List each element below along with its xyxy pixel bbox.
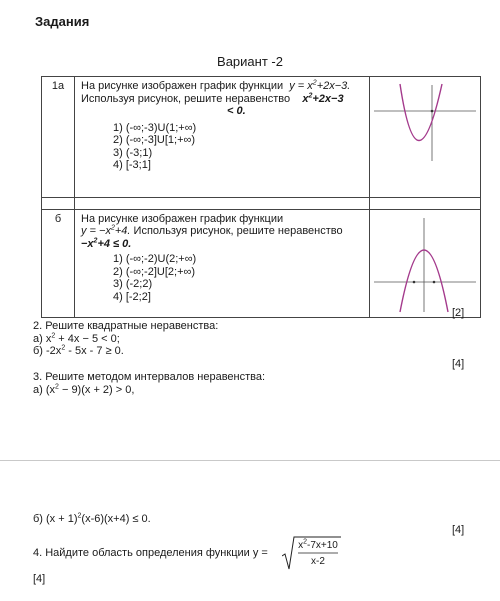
- fraction-numerator: $x^2-7x+10$: [298, 538, 338, 551]
- task1a-line1: На рисунке изображен график функции $y = x^2+2x-3$.: [81, 79, 351, 92]
- task3-block: [33, 371, 265, 396]
- parabola-down-graph: [370, 210, 480, 314]
- task1a-number: 1а: [42, 77, 75, 198]
- task1b-option: 1) (-∞;-2)U(2;+∞): [113, 253, 197, 265]
- task1b-text: [75, 209, 370, 318]
- task1a-option: 1) (-∞;-3)U(1;+∞): [113, 121, 197, 134]
- parabola-up-graph: [370, 77, 480, 193]
- task2-score: [4]: [452, 358, 465, 370]
- sqrt-fraction: [282, 536, 342, 571]
- task1b-line1: На рисунке изображен график функции: [81, 212, 284, 225]
- task2-item-b: б) $-2x^2 - 5x - 7 \ge 0$.: [33, 344, 124, 357]
- task2-block: [33, 320, 218, 358]
- task1b-line2: $y = -x^2+4$. Используя рисунок, решите неравенство: [81, 224, 343, 237]
- root-point: [413, 280, 416, 283]
- task1b-graph-cell: [370, 209, 481, 318]
- task1b-func: $y = -x^2+4$.: [81, 224, 131, 237]
- task1a-inequality-end: < 0.: [227, 105, 246, 117]
- task1a-option: 2) (-∞;-3]U[1;+∞): [113, 134, 196, 146]
- page-heading: Задания: [35, 14, 90, 29]
- origin-point: [431, 110, 434, 113]
- task2-title: 2. Решите квадратные неравенства:: [33, 320, 219, 332]
- task1a-func: $y = x^2+2x-3$.: [289, 79, 351, 92]
- task1a-row: [42, 77, 481, 198]
- task1a-text: [75, 77, 370, 198]
- fraction-denominator: x-2: [311, 556, 325, 567]
- task1-table: [41, 76, 481, 318]
- task1b-option: 3) (-2;2): [113, 278, 153, 290]
- spacer-row: [42, 197, 481, 209]
- task4-score: [4]: [33, 573, 46, 585]
- task1-score: [2]: [452, 307, 465, 319]
- task1b-option: 2) (-∞;-2]U[2;+∞): [113, 265, 196, 278]
- page-separator: [0, 460, 500, 461]
- task3-item-b: б) $(x + 1)^2(x-6)(x+4) \le 0$.: [33, 512, 151, 525]
- task1a-line2: Используя рисунок, решите неравенство $x^2+2x-3$: [81, 91, 344, 105]
- task1a-graph-cell: [370, 77, 481, 198]
- task3-title: 3. Решите методом интервалов неравенства:: [33, 371, 266, 383]
- task1b-row: [42, 209, 481, 318]
- task3-score: [4]: [452, 524, 465, 536]
- task1b-option: 4) [-2;2]: [113, 290, 151, 303]
- variant-title: Вариант -2: [217, 54, 283, 69]
- task4-title: 4. Найдите область определения функции y =: [33, 547, 268, 559]
- parabola-curve: [400, 84, 442, 141]
- root-point: [433, 280, 436, 283]
- task1a-option: 4) [-3;1]: [113, 159, 151, 171]
- task1b-number: б: [42, 209, 75, 318]
- task2-item-a: а) $x^2 + 4x - 5 < 0$;: [33, 331, 120, 345]
- task3-item-a: а) $(x^2 - 9)(x + 2) > 0$,: [33, 382, 135, 396]
- task1a-options: [113, 122, 363, 172]
- task1b-inequality: $-x^2+4 \le 0$.: [81, 236, 132, 250]
- task1a-inequality: $x^2+2x-3$: [302, 91, 344, 105]
- task1a-option: 3) (-3;1): [113, 146, 153, 159]
- task1b-options: [113, 253, 363, 303]
